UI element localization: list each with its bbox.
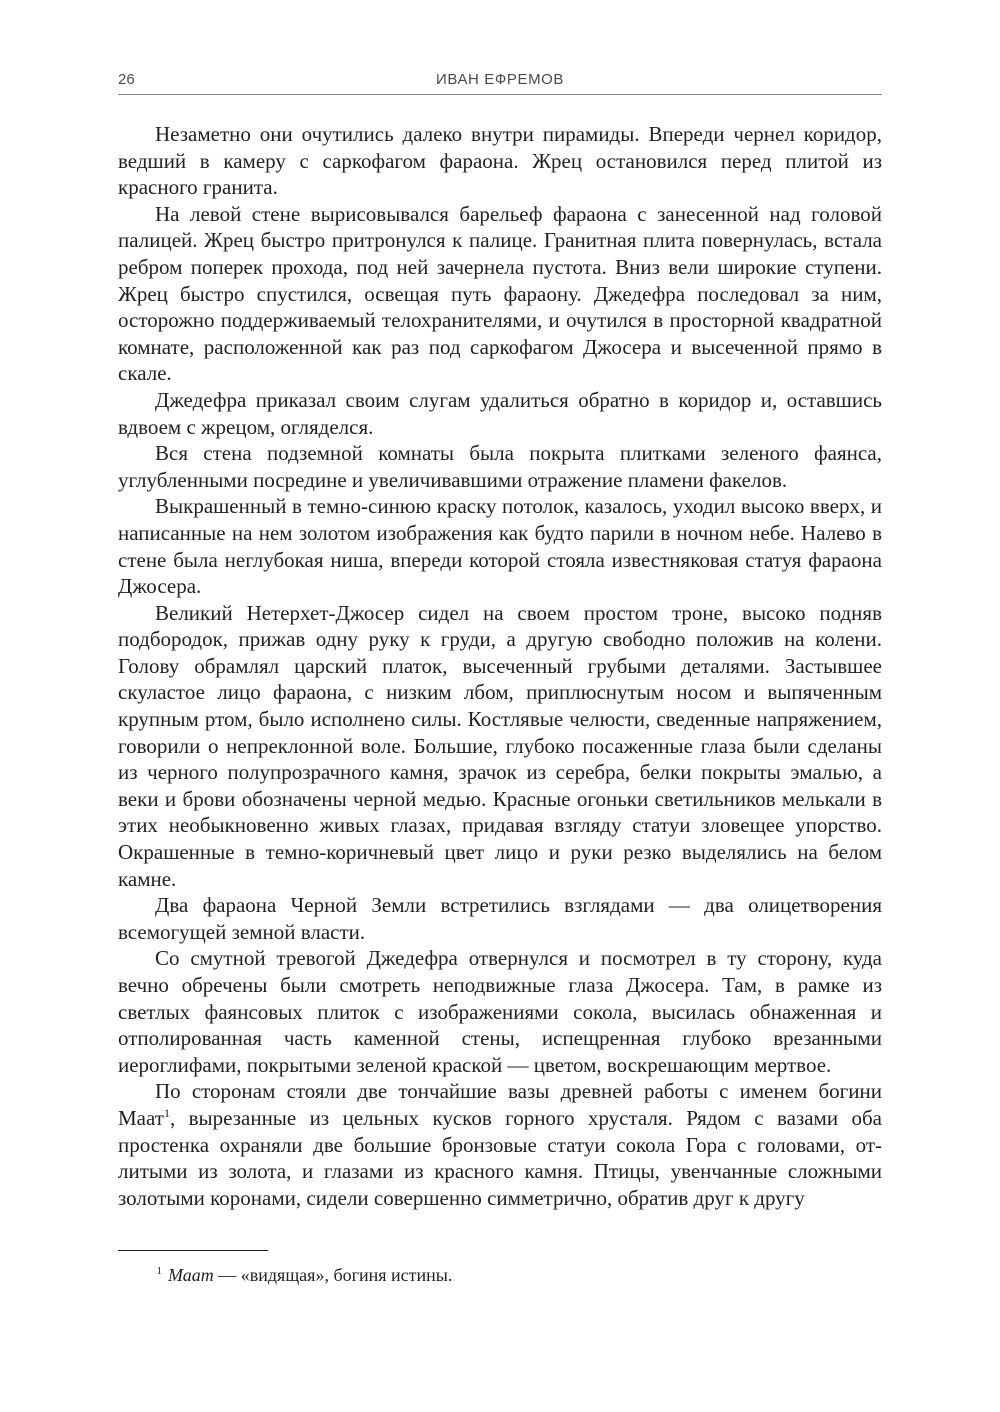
running-header	[118, 68, 882, 95]
paragraph: Незаметно они очутились далеко внутри пирамиды. Впереди чернел коридор, ведший в камеру с саркофагом фараона. Жрец остановился перед плитой из красного гранита.	[118, 122, 882, 200]
footnote-reference[interactable]: 1	[163, 1105, 170, 1120]
paragraph: Выкрашенный в темно-синюю краску потолок, казалось, уходил высоко вверх, и написанные на нем золотом изображения как будто парили в ночном небе. Налево в стене была неглубокая ниша, впереди которой стояла известняковая статуя фараона Джосера.	[118, 494, 882, 599]
footnote-text: — «видящая», богиня истины.	[213, 1265, 453, 1285]
paragraph: Со смутной тревогой Джедефра отвернулся и посмотрел в ту сторону, куда вечно обречены были смотреть неподвижные глаза Джосера. Там, в рамке из светлых фаянсовых плиток с изображениями сокола, высилась обнаженная и отполированная часть каменной стены, испещренная глубоко врезанными иероглифами, покрытыми зеленой краской — цветом, воскрешающим мертвое.	[118, 946, 882, 1077]
paragraph-with-footnote-ref	[118, 1078, 882, 1211]
paragraph-text: , вырезанные из цельных кусков горного хрусталя. Рядом с вазами оба простенка охраняли две большие бронзовые статуи сокола Гора с головами, отлитыми из золота, и глазами из красного камня. Птицы, увенчанные сложными золотыми коронами, сидели совершенно симметрично, обратив друг к другу	[118, 1105, 882, 1210]
page-number: 26	[118, 71, 135, 88]
body-text	[118, 121, 882, 1211]
paragraph: На левой стене вырисовывался барельеф фараона с занесенной над головой палицей. Жрец быстро притронулся к палице. Гранитная плита повернулась, встала ребром поперек прохода, под ней зачернела пустота. Вниз вели широкие ступени. Жрец быстро спустился, освещая путь фараону. Джедефра последовал за ним, осторожно поддерживаемый телохранителями, и очутился в просторной квадратной комнате, расположенной как раз под саркофагом Джосера и высеченной прямо в скале.	[118, 201, 882, 386]
footnote-marker: 1	[156, 1265, 162, 1277]
running-title: ИВАН ЕФРЕМОВ	[435, 71, 565, 88]
paragraph-text: По сторонам стояли две тончайшие вазы древней работы с именем богини Маат	[118, 1079, 882, 1130]
footnote-divider	[118, 1250, 268, 1251]
footnote	[118, 1259, 882, 1287]
paragraph: Вся стена подземной комнаты была покрыта плитками зеленого фаянса, углубленными посредине и увеличивавшими отражение пламени факелов.	[118, 441, 882, 492]
paragraph: Два фараона Черной Земли встретились взглядами — два олицетворения всемогущей земной власти.	[118, 893, 882, 944]
paragraph: Великий Нетерхет-Джосер сидел на своем простом троне, высоко подняв подбородок, прижав одну руку к груди, а другую свободно положив на колени. Голову обрамлял царский платок, высеченный грубыми деталями. Застывшее скуластое лицо фараона, с низким лбом, приплюснутым носом и выпяченным крупным ртом, было исполнено силы. Костлявые челюсти, сведенные напряжением, говорили о непреклонной воле. Большие, глубоко посаженные глаза были сделаны из черного полупрозрачного камня, зрачок из серебра, белки покрыты эмалью, а веки и брови обозначены черной медью. Красные огоньки светильников мелькали в этих необыкновенно живых глазах, придавая взгляду статуи зловещее упорство. Окрашенные в темно-коричневый цвет лицо и руки резко выделялись на белом камне.	[118, 600, 882, 891]
footnote-term: Маат	[168, 1265, 214, 1285]
paragraph: Джедефра приказал своим слугам удалиться обратно в коридор и, оставшись вдвоем с жрецом, огляделся.	[118, 387, 882, 439]
